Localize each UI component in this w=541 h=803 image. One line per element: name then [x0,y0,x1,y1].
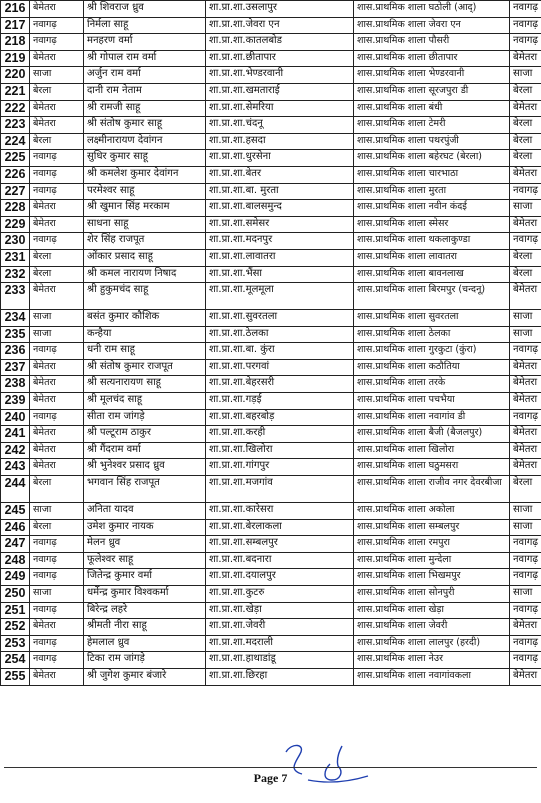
teacher-name: हेमलाल ध्रुव [84,635,206,652]
current-school: शा.प्रा.शा.बालसमुन्द [206,200,354,217]
current-block: नवागढ़ [30,602,84,619]
table-row [1,503,541,520]
posting-school: शास.प्राथमिक शाला घठोली (आद्) [354,1,510,18]
posting-school: शास.प्राथमिक शाला नेउर [354,652,510,669]
teacher-name: श्री गैंदराम वर्मा [84,442,206,459]
serial-number: 216 [1,1,30,18]
serial-number: 231 [1,249,30,266]
serial-number: 230 [1,233,30,250]
posting-school: शास.प्राथमिक शाला अकोला [354,503,510,520]
table-row [1,409,541,426]
current-school: शा.प्रा.शा.कुटरु [206,586,354,603]
teacher-name: अर्जुन राम वर्मा [84,67,206,84]
posting-school: शास.प्राथमिक शाला स्मेसर [354,216,510,233]
teacher-name: मेलन ध्रुव [84,536,206,553]
posting-school: शास.प्राथमिक शाला पथरपुंजी [354,133,510,150]
posting-block: नवागढ़ [510,569,541,586]
teacher-name: निर्मला साहू [84,17,206,34]
teacher-name: जितेन्द्र कुमार वर्मा [84,569,206,586]
posting-school: शास.प्राथमिक शाला बैजी (बैजलपुर) [354,426,510,443]
table-row [1,442,541,459]
posting-block: साजा [510,586,541,603]
current-school: शा.प्रा.शा.भैंसा [206,266,354,283]
serial-number: 241 [1,426,30,443]
current-school: शा.प्रा.शा.दयालपुर [206,569,354,586]
posting-school: शास.प्राथमिक शाला कठौतिया [354,359,510,376]
serial-number: 244 [1,476,30,503]
current-block: नवागढ़ [30,166,84,183]
serial-number: 221 [1,83,30,100]
posting-block: बेमेतरा [510,426,541,443]
current-school: शा.प्रा.शा.लावातरा [206,249,354,266]
posting-block: बेरला [510,266,541,283]
current-block: बेमेतरा [30,200,84,217]
posting-block: नवागढ़ [510,602,541,619]
current-school: शा.प्रा.शा.बेतर [206,166,354,183]
current-school: शा.प्रा.शा.बा. कुंरा [206,343,354,360]
posting-block: नवागढ़ [510,343,541,360]
posting-school: शास.प्राथमिक शाला टेमरी [354,117,510,134]
serial-number: 237 [1,359,30,376]
teacher-name: श्री गोपाल राम वर्मा [84,50,206,67]
posting-school: शास.प्राथमिक शाला भिखमपुर [354,569,510,586]
posting-block: बेमेतरा [510,50,541,67]
table-row [1,376,541,393]
teacher-name: अनिता यादव [84,503,206,520]
posting-school: शास.प्राथमिक शाला नवीन कंदई [354,200,510,217]
posting-school: शास.प्राथमिक शाला सूरजपुरा डी [354,83,510,100]
teacher-name: साधना साहू [84,216,206,233]
table-row [1,343,541,360]
current-block: साजा [30,326,84,343]
table-row [1,283,541,310]
page-number: Page 7 [253,771,288,785]
posting-block: साजा [510,519,541,536]
current-block: नवागढ़ [30,635,84,652]
current-school: शा.प्रा.शा.हाथाडांडू [206,652,354,669]
table-row [1,310,541,327]
posting-school: शास.प्राथमिक शाला जेवरा एन [354,17,510,34]
posting-block: बेमेतरा [510,216,541,233]
table-row [1,83,541,100]
current-school: शा.प्रा.शा.खेड़ा [206,602,354,619]
table-row [1,50,541,67]
posting-school: शास.प्राथमिक शाला मुरता [354,183,510,200]
current-school: शा.प्रा.शा.करही [206,426,354,443]
posting-school: शास.प्राथमिक शाला बावनलाख [354,266,510,283]
current-school: शा.प्रा.शा.गांगपुर [206,459,354,476]
teacher-name: धर्मेन्द्र कुमार विश्वकर्मा [84,586,206,603]
serial-number: 253 [1,635,30,652]
current-block: नवागढ़ [30,536,84,553]
table-row [1,619,541,636]
posting-school: शास.प्राथमिक शाला खिलोरा [354,442,510,459]
table-row [1,34,541,51]
table-row [1,200,541,217]
current-school: शा.प्रा.शा.परगवां [206,359,354,376]
posting-school: शास.प्राथमिक शाला पौसरी [354,34,510,51]
posting-school: शास.प्राथमिक शाला रमपुरा [354,536,510,553]
serial-number: 247 [1,536,30,553]
table-row [1,266,541,283]
posting-school: शास.प्राथमिक शाला थकलाकुण्डा [354,233,510,250]
posting-block: बेमेतरा [510,442,541,459]
posting-school: शास.प्राथमिक शाला तरके [354,376,510,393]
posting-block: बेमेतरा [510,100,541,117]
teacher-name: श्री संतोष कुमार राजपूत [84,359,206,376]
table-row [1,183,541,200]
posting-school: शास.प्राथमिक शाला नवागांव डी [354,409,510,426]
table-row [1,17,541,34]
serial-number: 246 [1,519,30,536]
teacher-name: परमेश्वर साहू [84,183,206,200]
current-block: नवागढ़ [30,343,84,360]
posting-block: बेरला [510,476,541,503]
current-school: शा.प्रा.शा.बदनारा [206,552,354,569]
current-school: शा.प्रा.शा.सुवरतला [206,310,354,327]
serial-number: 223 [1,117,30,134]
current-block: साजा [30,503,84,520]
posting-block: नवागढ़ [510,552,541,569]
posting-school: शास.प्राथमिक शाला बंधी [354,100,510,117]
current-school: शा.प्रा.शा.मदराली [206,635,354,652]
table-row [1,536,541,553]
current-block: बेमेतरा [30,376,84,393]
serial-number: 236 [1,343,30,360]
posting-school: शास.प्राथमिक शाला सुवरतला [354,310,510,327]
teacher-name: दानी राम नेताम [84,83,206,100]
current-block: बेरला [30,133,84,150]
current-block: नवागढ़ [30,150,84,167]
posting-block: नवागढ़ [510,183,541,200]
posting-block: बेरला [510,249,541,266]
current-block: साजा [30,310,84,327]
teacher-name: सुधिर कुमार साहू [84,150,206,167]
current-school: शा.प्रा.शा.जेवरा एन [206,17,354,34]
table-row [1,233,541,250]
current-block: बेमेतरा [30,393,84,410]
posting-school: शास.प्राथमिक शाला बिरमपुर (चन्दनू) [354,283,510,310]
teacher-name: टिका राम जांगड़े [84,652,206,669]
serial-number: 250 [1,586,30,603]
serial-number: 240 [1,409,30,426]
current-school: शा.प्रा.शा.चंदनू [206,117,354,134]
posting-block: नवागढ़ [510,1,541,18]
serial-number: 234 [1,310,30,327]
posting-block: बेमेतरा [510,359,541,376]
current-block: नवागढ़ [30,17,84,34]
teacher-name: श्री सत्यनारायण साहू [84,376,206,393]
serial-number: 252 [1,619,30,636]
table-row [1,150,541,167]
teacher-name: श्री कमल नारायण निषाद [84,266,206,283]
serial-number: 251 [1,602,30,619]
teacher-name: श्री संतोष कुमार साहू [84,117,206,134]
serial-number: 239 [1,393,30,410]
current-school: शा.प्रा.शा.भेण्डरवानी [206,67,354,84]
posting-block: बेमेतरा [510,166,541,183]
table-row [1,1,541,18]
current-block: नवागढ़ [30,652,84,669]
posting-block: बेमेतरा [510,459,541,476]
current-school: शा.प्रा.शा.सेमरिया [206,100,354,117]
table-row [1,552,541,569]
serial-number: 218 [1,34,30,51]
teacher-name: लक्ष्मीनारायण देवांगन [84,133,206,150]
teacher-name: श्री भुनेश्वर प्रसाद ध्रुव [84,459,206,476]
current-school: शा.प्रा.शा.खमताराई [206,83,354,100]
posting-school: शास.प्राथमिक शाला खेड़ा [354,602,510,619]
posting-block: नवागढ़ [510,536,541,553]
posting-block: नवागढ़ [510,17,541,34]
current-block: नवागढ़ [30,233,84,250]
serial-number: 226 [1,166,30,183]
current-school: शा.प्रा.शा.मदनपुर [206,233,354,250]
current-block: नवागढ़ [30,183,84,200]
current-school: शा.प्रा.शा.उसलापुर [206,1,354,18]
serial-number: 245 [1,503,30,520]
posting-block: साजा [510,67,541,84]
current-block: बेमेतरा [30,459,84,476]
posting-block: बेरला [510,133,541,150]
current-school: शा.प्रा.शा.कातलबोड [206,34,354,51]
current-block: बेमेतरा [30,619,84,636]
current-school: शा.प्रा.शा.बेरलाकला [206,519,354,536]
table-row [1,100,541,117]
teacher-name: सीता राम जांगड़े [84,409,206,426]
teacher-name: श्री जुगेश कुमार बंजारे [84,668,206,685]
serial-number: 248 [1,552,30,569]
table-row [1,586,541,603]
current-block: नवागढ़ [30,409,84,426]
current-block: साजा [30,67,84,84]
posting-school: शास.प्राथमिक शाला नवागांवकला [354,668,510,685]
posting-block: बेरला [510,117,541,134]
current-school: शा.प्रा.शा.कारेसरा [206,503,354,520]
posting-block: साजा [510,310,541,327]
current-school: शा.प्रा.शा.हसदा [206,133,354,150]
table-row [1,133,541,150]
serial-number: 238 [1,376,30,393]
current-school: शा.प्रा.शा.छिरहा [206,668,354,685]
posting-school: शास.प्राथमिक शाला जेवरी [354,619,510,636]
table-row [1,519,541,536]
posting-block: नवागढ़ [510,635,541,652]
current-school: शा.प्रा.शा.धुरसेना [206,150,354,167]
teacher-name: शेर सिंह राजपूत [84,233,206,250]
table-row [1,67,541,84]
current-block: बेरला [30,83,84,100]
serial-number: 235 [1,326,30,343]
posting-block: नवागढ़ [510,233,541,250]
posting-school: शास.प्राथमिक शाला बहेरघट (बेरला) [354,150,510,167]
posting-block: बेमेतरा [510,393,541,410]
current-block: बेमेतरा [30,1,84,18]
table-row [1,216,541,233]
serial-number: 229 [1,216,30,233]
posting-block: बेमेतरा [510,668,541,685]
table-row [1,569,541,586]
current-block: बेरला [30,519,84,536]
posting-school: शास.प्राथमिक शाला गुरकुटा (कुंरा) [354,343,510,360]
teacher-name: श्री शिवराज ध्रुव [84,1,206,18]
serial-number: 224 [1,133,30,150]
posting-block: बेमेतरा [510,283,541,310]
current-block: बेमेतरा [30,50,84,67]
current-school: शा.प्रा.शा.खिलोरा [206,442,354,459]
current-block: बेमेतरा [30,216,84,233]
current-block: बेरला [30,266,84,283]
teacher-name: धनी राम साहू [84,343,206,360]
posting-block: बेमेतरा [510,376,541,393]
teacher-name: ओंकार प्रसाद साहू [84,249,206,266]
table-row [1,326,541,343]
teacher-name: उमेश कुमार नायक [84,519,206,536]
serial-number: 232 [1,266,30,283]
table-row [1,602,541,619]
serial-number: 219 [1,50,30,67]
serial-number: 217 [1,17,30,34]
posting-school: शास.प्राथमिक शाला लालपुर (हरदी) [354,635,510,652]
table-row [1,668,541,685]
table-row [1,117,541,134]
posting-block: साजा [510,503,541,520]
serial-number: 254 [1,652,30,669]
table-row [1,459,541,476]
posting-block: साजा [510,326,541,343]
posting-school: शास.प्राथमिक शाला चारभाठा [354,166,510,183]
posting-school: शास.प्राथमिक शाला छीतापार [354,50,510,67]
table-row [1,393,541,410]
posting-school: शास.प्राथमिक शाला पचभैया [354,393,510,410]
teacher-name: बिरेन्द्र लहरे [84,602,206,619]
current-block: बेमेतरा [30,100,84,117]
current-block: बेमेतरा [30,283,84,310]
teacher-name: कन्हैया [84,326,206,343]
current-school: शा.प्रा.शा.बहरबोड़ [206,409,354,426]
posting-school: शास.प्राथमिक शाला राजीव नगर देवरबीजा [354,476,510,503]
current-block: बेमेतरा [30,442,84,459]
posting-school: शास.प्राथमिक शाला मुन्देला [354,552,510,569]
current-block: बेमेतरा [30,117,84,134]
posting-block: नवागढ़ [510,652,541,669]
current-school: शा.प्रा.शा.छीतापार [206,50,354,67]
current-block: बेरला [30,249,84,266]
teacher-name: भगवान सिंह राजपूत [84,476,206,503]
posting-school: शास.प्राथमिक शाला ठेलका [354,326,510,343]
table-row [1,652,541,669]
table-row [1,476,541,503]
posting-block: बेरला [510,150,541,167]
teacher-name: श्री पल्टूराम ठाकुर [84,426,206,443]
teacher-name: फूलेश्वर साहू [84,552,206,569]
current-school: शा.प्रा.शा.समेसर [206,216,354,233]
teacher-name: बसंत कुमार कौशिक [84,310,206,327]
posting-school: शास.प्राथमिक शाला घठुमसरा [354,459,510,476]
teacher-name: श्रीमती नीरा साहू [84,619,206,636]
posting-block: बेरला [510,83,541,100]
current-school: शा.प्रा.शा.बा. मुरता [206,183,354,200]
posting-school: शास.प्राथमिक शाला भेण्डरवानी [354,67,510,84]
serial-number: 228 [1,200,30,217]
teacher-name: श्री रामजी साहू [84,100,206,117]
table-row [1,359,541,376]
serial-number: 242 [1,442,30,459]
table-row [1,635,541,652]
posting-school: शास.प्राथमिक शाला लावातरा [354,249,510,266]
posting-school: शास.प्राथमिक शाला सम्बलपुर [354,519,510,536]
current-block: बेमेतरा [30,426,84,443]
table-row [1,426,541,443]
posting-block: बेमेतरा [510,619,541,636]
current-school: शा.प्रा.शा.बेहरसरी [206,376,354,393]
footer-rule [4,767,537,768]
serial-number: 227 [1,183,30,200]
current-block: नवागढ़ [30,552,84,569]
current-block: बेमेतरा [30,668,84,685]
current-school: शा.प्रा.शा.गड़ई [206,393,354,410]
table-body [1,1,541,686]
serial-number: 255 [1,668,30,685]
current-block: नवागढ़ [30,569,84,586]
serial-number: 233 [1,283,30,310]
current-school: शा.प्रा.शा.सम्बलपुर [206,536,354,553]
current-block: साजा [30,586,84,603]
table-row [1,249,541,266]
posting-school: शास.प्राथमिक शाला सोनपुरी [354,586,510,603]
current-school: शा.प्रा.शा.मूलमूला [206,283,354,310]
serial-number: 220 [1,67,30,84]
posting-block: नवागढ़ [510,409,541,426]
teacher-name: श्री खुमान सिंह मरकाम [84,200,206,217]
page-footer [0,750,541,803]
serial-number: 249 [1,569,30,586]
current-block: बेमेतरा [30,359,84,376]
serial-number: 225 [1,150,30,167]
teacher-name: श्री हुकुमचंद साहू [84,283,206,310]
current-block: बेरला [30,476,84,503]
posting-block: साजा [510,200,541,217]
serial-number: 222 [1,100,30,117]
table-row [1,166,541,183]
signature-stroke [286,745,302,774]
current-school: शा.प्रा.शा.मजगांव [206,476,354,503]
teacher-name: श्री कमलेश कुमार देवांगन [84,166,206,183]
current-block: नवागढ़ [30,34,84,51]
teacher-name: श्री मूलचंद साहू [84,393,206,410]
posting-block: नवागढ़ [510,34,541,51]
serial-number: 243 [1,459,30,476]
current-school: शा.प्रा.शा.ठेलका [206,326,354,343]
teacher-name: मनहरण वर्मा [84,34,206,51]
current-school: शा.प्रा.शा.जेवरी [206,619,354,636]
